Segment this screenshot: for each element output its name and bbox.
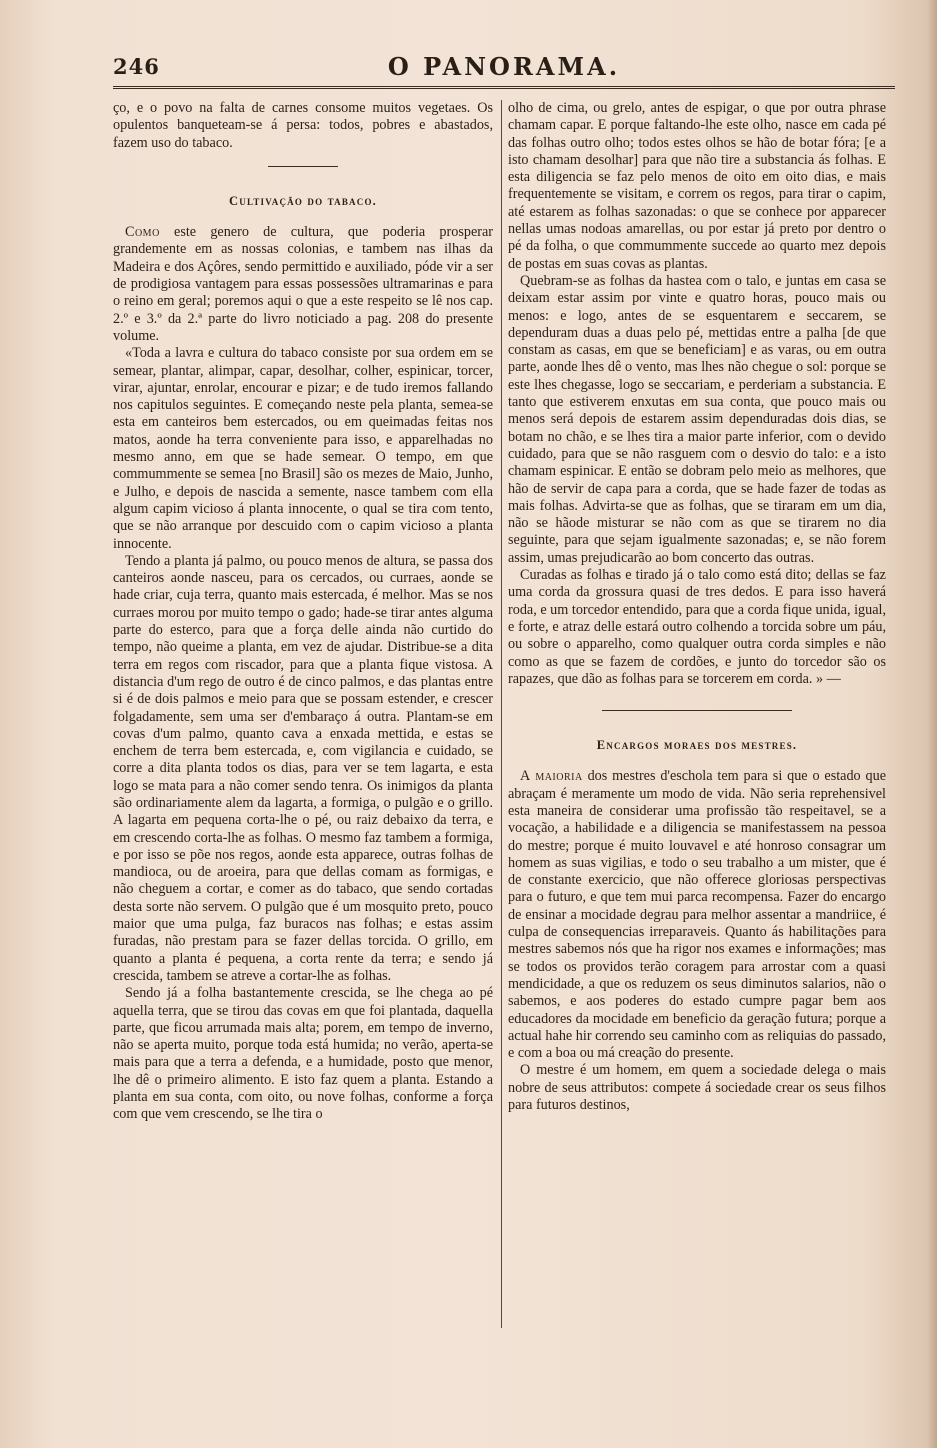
paragraph-quebram: Quebram-se as folhas da hastea com o talo, e juntas em casa se deixam estar assim por vinte e quatro horas, pouco mais ou menos: e logo, antes de se esquentarem e seccarem, se dependuram duas a duas pelo pé, mettidas entre a palha [de que constam as casas, em que se beneficiam] e as varas, ou em outra parte, aonde lhes dê o vento, mas lhes não chegue o sol: porque se este lhes chegasse, logo se seccariam, e perderiam a substancia. E tanto que estiverem enxutas em sua conta, que pouco mais ou menos será depois de estarem assim dependuradas dois dias, se botam no chão, e se lhes tira a maior parte inferior, com o devido cuidado, para que se não rasguem com o desvio do talo: e a isto chamam espinicar. E então se dobram pelo meio as melhores, que hão de servir de capa para a corda, que se hade fazer de todas as mais folhas. Advirta-se que as folhas, que se tiraram em um dia, não se hãode misturar se não com as que se tirarem no dia seguinte, para que sejam igualmente sazonadas; e, se não forem assim, umas prejudicarão ao bom concerto das outras.: [508, 272, 886, 566]
section-title-cultivacao: Cultivação do tabaco.: [229, 193, 377, 208]
page-header: [113, 52, 895, 89]
paragraph-maioria: [508, 768, 886, 1062]
page-edge-shadow: [927, 0, 937, 1448]
paragraph-cultivacao-intro: [113, 224, 493, 345]
drop-word: Como: [125, 224, 160, 241]
running-title: O PANORAMA.: [387, 52, 621, 81]
section-divider: [268, 166, 338, 167]
left-column: [113, 100, 493, 1124]
drop-word: A maioria: [520, 768, 583, 785]
right-column: [508, 100, 886, 1114]
page-number: 246: [113, 54, 160, 79]
paragraph-folha: Sendo já a folha bastantemente crescida, se lhe chega ao pé aquella terra, que se tirou das covas em que foi plantada, daquella parte, que ficou arrumada mais alta; porem, em tempo de inverno, não se aperta muito, porque toda está humida; no verão, aperta-se mais para que a terra a defenda, e a humidade, posto que menor, lhe dê o primeiro alimento. E isto faz quem a planta. Estando a planta em sua conta, com oito, ou nove folhas, conforme a força com que vem crescendo, se lhe tira o: [113, 985, 493, 1123]
paragraph-planta: Tendo a planta já palmo, ou pouco menos de altura, se passa dos canteiros aonde nasceu, para os cercados, ou curraes, aonde se hade criar, cuja terra, quanto mais estercada, é melhor. Mas se nos curraes morou por muito tempo o gado; hade-se tirar antes alguma parte do esterco, para que a força delle ainda não curtido do tempo, não queime a planta, em vez de ajudar. Distribue-se a dita terra em regos com riscador, para que a planta fique vistosa. A distancia d'um rego de outro é de cinco palmos, e das plantas entre si é de dois palmos e meio para que se possam estender, e crescer folgadamente, sem uma ser d'embaraço á outra. Plantam-se em covas d'um palmo, quanto cava a enxada mettida, e estas se enchem de terra bem estercada, e, com vigilancia e cuidado, se corre a dita planta todos os dias, para ver se tem lagarta, e esta logo se mata para a não comer sendo tenra. Os inimigos da planta são ordinariamente alem da lagarta, a formiga, o pulgão e o grillo. A lagarta em pequena corta-lhe o pé, ou raiz debaixo da terra, e em crescendo corta-lhe as folhas. O mesmo faz tambem a formiga, e por isso se põe nos regos, aonde esta apparece, outras folhas de mandioca, ou de aroeira, para que dellas comam as formigas, e não cheguem a cortar, e comer as do tabaco, que sendo cortadas desta sorte não servem. O pulgão que é um mosquito preto, pouco maior que uma pulga, faz buracos nas folhas; e estas assim furadas, não prestam para se fazer dellas torcida. O grillo, em quanto a planta é pequena, a corta rente da terra; e sendo já crescida, tambem se atreve a cortar-lhe as folhas.: [113, 552, 493, 984]
paragraph-mestre: O mestre é um homem, em quem a sociedade delega o mais nobre de seus attributos: compete á sociedade crear os seus filhos para futuros destinos,: [508, 1062, 886, 1114]
paragraph-lavra: «Toda a lavra e cultura do tabaco consiste por sua ordem em se semear, plantar, alimpar, capar, desolhar, colher, espinicar, torcer, virar, ajuntar, enrolar, encourar e pizar; e de tudo iremos fallando nos capitulos seguintes. E começando neste pela planta, semea-se esta em canteiros bem estercados, ou em queimadas feitas nos matos, aonde ha terra conveniente para isso, e apparelhadas no mesmo anno, em que se hade semear. O tempo, em que commummente se semea [no Brasil] são os mezes de Maio, Junho, e Julho, e depois de nascida a semente, nasce tambem com ella algum capim vicioso á planta innocente, o qual se tira com tento, que se não arranque por descuido com o capim vicioso a planta innocente.: [113, 345, 493, 552]
paragraph-curadas: Curadas as folhas e tirado já o talo como está dito; dellas se faz uma corda da grossura quasi de tres dedos. E para isso haverá roda, e um torcedor entendido, para que a corda fique unida, igual, e forte, e atraz delle estará outro colhendo a torcida sobre um páu, ou sobre o apparelho, como qualquer outra corda simples e não como as que se fazem de cordões, e junto do torcedor são os rapazes, que dão as folhas para se torcerem em corda. » —: [508, 567, 886, 687]
paragraph-text: este genero de cultura, que poderia prosperar grandemente em as nossas colonias, e tambem nas ilhas da Madeira e dos Açôres, sendo permittido e auxiliado, póde vir a ser de prodigiosa vantagem para essas possessões ultramarinas e para o reino em geral; poremos aqui o que a este respeito se lê nos cap. 2.º e 3.º da 2.ª parte do livro noticiado a pag. 208 do presente volume.: [113, 224, 493, 344]
paragraph-continued: ço, e o povo na falta de carnes consome muitos vegetaes. Os opulentos banqueteam-se á persa: todos, pobres e abastados, fazem uso do tabaco.: [113, 100, 493, 151]
section-divider: [602, 710, 792, 711]
paragraph-continued: olho de cima, ou grelo, antes de espigar, o que por outra phrase chamam capar. E porque faltando-lhe este olho, nasce em cada pé das folhas outro olho; todos estes olhos se hão de botar fóra; [e a isto chamam desolhar] para que não tire a substancia ás folhas. E esta diligencia se faz pelo menos de oito em oito dias, e mais frequentemente se visitam, e correm os regos, para tirar o capim, até estarem as folhas sazonadas: o que se conhece por apparecer nellas umas nodoas amarellas, ou por estar já preto por dentro o pé da folha, o que commummente succede ao quarto mez depois de postas em suas covas as plantas.: [508, 100, 886, 272]
section-title-encargos: Encargos moraes dos mestres.: [596, 738, 798, 753]
paragraph-text: dos mestres d'eschola tem para si que o estado que abraçam é meramente um modo de vida. Não seria reprehensivel esta maneira de considerar uma profissão tão respeitavel, se a vocação, a habilidade e a diligencia se manifestassem na pessoa do mestre; porque é muito louvavel e até honroso consagrar um homem as suas vigilias, e todo o seu trabalho a um mister, que é de constante exercicio, que não offerece gloriosas perspectivas para o futuro, e que tem mui parca recompensa. Fazer do encargo de ensinar a mocidade degrau para melhor assentar a mandriice, é culpa de consequencias irreparaveis. Quanto ás habilitações para mestres sabemos nós que ha rigor nos exames e informações; mas se todos os providos terão coragem para arrostar com a quasi mendicidade, a que os reduzem os seus diminutos salarios, não o sabemos, e aos poderes do estado cumpre pagar bem aos educadores da mocidade em beneficio da geração futura; porque a actual hahe hir correndo seu caminho com as reliquias do passado, e com a boa ou má creação do presente.: [508, 768, 886, 1062]
column-rule: [501, 100, 502, 1328]
